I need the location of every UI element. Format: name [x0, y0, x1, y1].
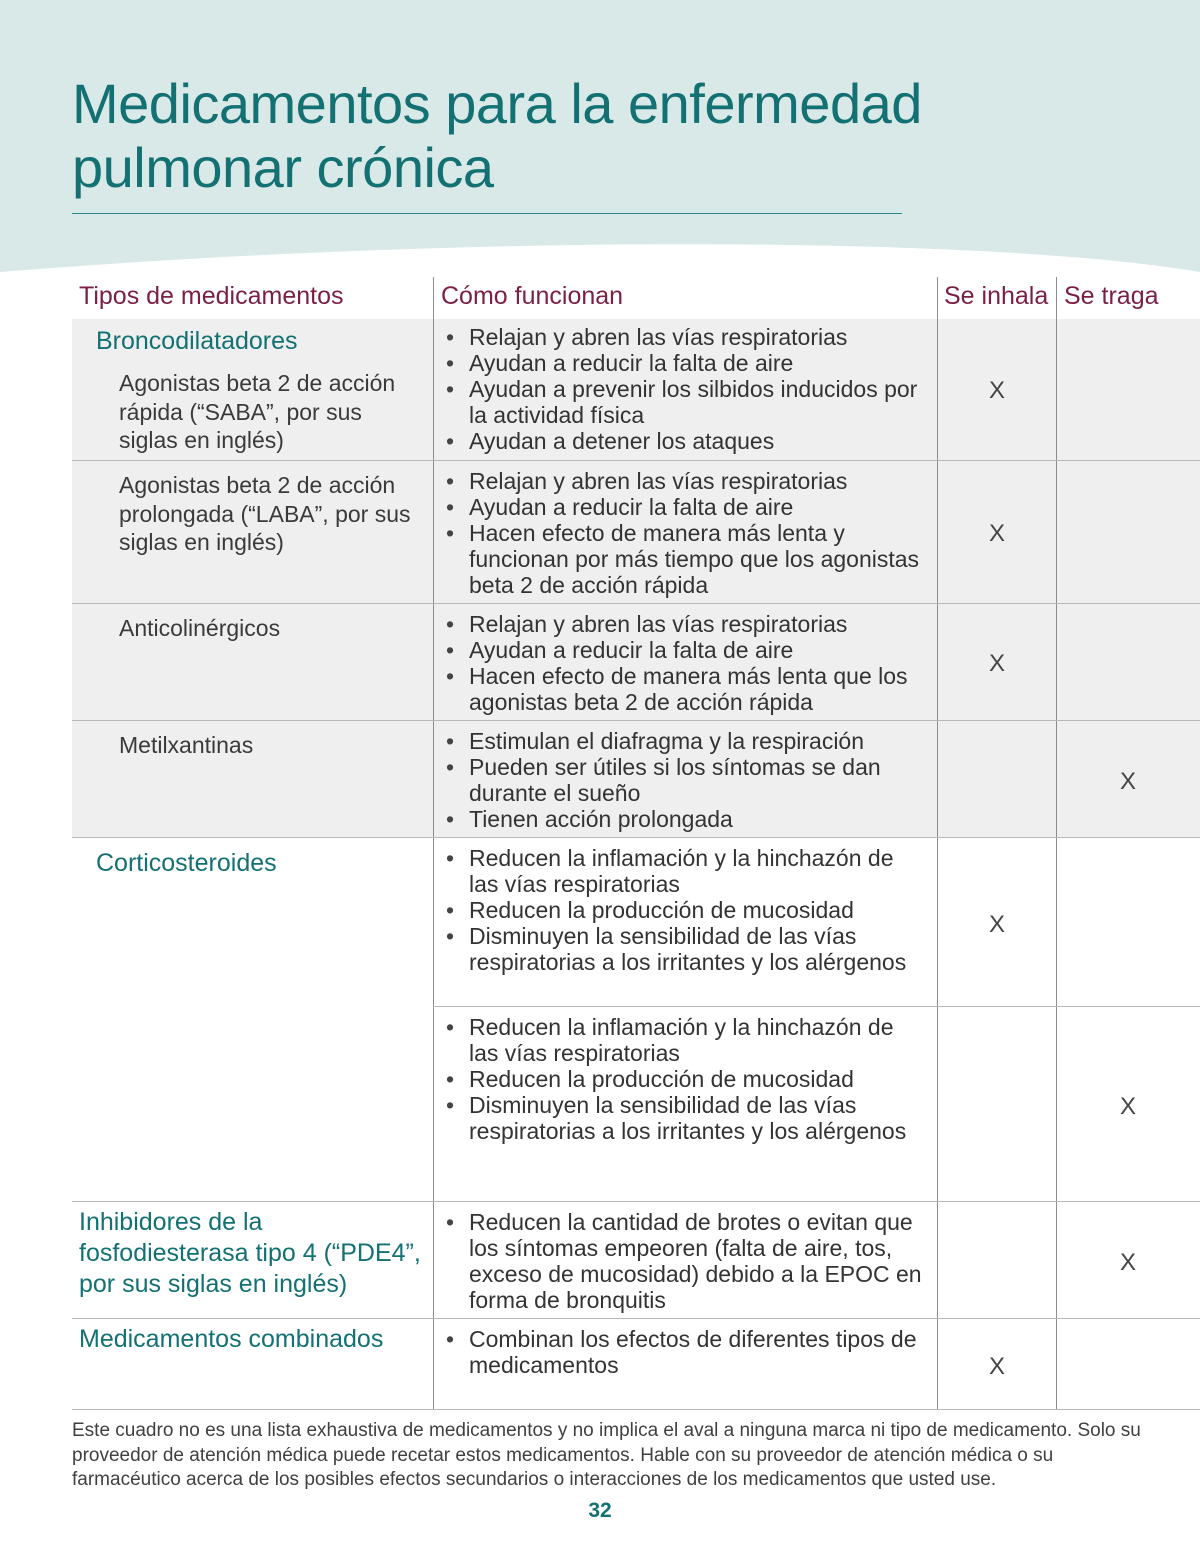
how-item: • Disminuyen la sensibilidad de las vías respiratorias a los irritantes y los alérgenos [444, 923, 924, 975]
how-item: • Relajan y abren las vías respiratorias [444, 468, 924, 494]
column-divider-1 [433, 277, 434, 1410]
inhaled-mark: X [988, 650, 1005, 677]
category-corticosteroids: Corticosteroides [96, 849, 277, 877]
swallowed-mark: X [1119, 768, 1136, 795]
page-title [72, 72, 922, 200]
how-list-combination [444, 1326, 924, 1378]
header-medication-types: Tipos de medicamentos [79, 282, 344, 310]
type-saba: Agonistas beta 2 de acción rápida (“SABA”, por sus siglas en inglés) [119, 370, 396, 453]
how-item: • Disminuyen la sensibilidad de las vías respiratorias a los irritantes y los alérgenos [444, 1092, 924, 1144]
category-bronchodilators: Broncodilatadores [96, 327, 298, 355]
page-title-line-2: pulmonar crónica [72, 136, 494, 199]
column-divider-3 [1056, 277, 1057, 1410]
how-item: • Ayudan a reducir la falta de aire [444, 637, 924, 663]
row-divider [72, 720, 1200, 721]
category-pde4-inhibitors: Inhibidores de la fosfodiesterasa tipo 4 (“PDE4”, por sus siglas en inglés) [79, 1208, 421, 1298]
type-laba: Agonistas beta 2 de acción prolongada (“LABA”, por sus siglas en inglés) [119, 472, 411, 555]
header-how-they-work: Cómo funcionan [441, 282, 624, 310]
page-number: 32 [588, 1499, 612, 1522]
header-inhaled: Se inhala [944, 282, 1049, 310]
swallowed-mark: X [1119, 1249, 1136, 1276]
how-item: • Reducen la inflamación y la hinchazón de las vías respiratorias [444, 1014, 924, 1066]
how-item: • Reducen la producción de mucosidad [444, 1066, 924, 1092]
how-item: • Reducen la cantidad de brotes o evitan que los síntomas empeoren (falta de aire, tos, exceso de mucosidad) debido a la EPOC en forma de bronquitis [444, 1209, 924, 1313]
how-item: • Ayudan a detener los ataques [444, 428, 924, 454]
how-list-anticholinergics [444, 611, 924, 715]
how-item: • Relajan y abren las vías respiratorias [444, 611, 924, 637]
inhaled-mark: X [988, 911, 1005, 938]
how-item: • Relajan y abren las vías respiratorias [444, 324, 924, 350]
column-divider-2 [937, 277, 938, 1410]
inhaled-mark: X [988, 377, 1005, 404]
title-underline [72, 213, 902, 214]
type-methylxanthines: Metilxantinas [119, 732, 254, 758]
how-item: • Pueden ser útiles si los síntomas se dan durante el sueño [444, 754, 924, 806]
how-list-pde4 [444, 1209, 924, 1313]
table-bottom-border [72, 1409, 1200, 1410]
how-list-laba [444, 468, 924, 598]
how-item: • Ayudan a prevenir los silbidos inducidos por la actividad física [444, 376, 924, 428]
header-swallowed: Se traga [1064, 282, 1159, 310]
how-list-corticosteroids-inhaled [444, 845, 924, 975]
swallowed-mark: X [1119, 1093, 1136, 1120]
page-title-line-1: Medicamentos para la enfermedad [72, 72, 922, 135]
inhaled-mark: X [988, 520, 1005, 547]
how-item: • Reducen la inflamación y la hinchazón de las vías respiratorias [444, 845, 924, 897]
how-list-methylxanthines [444, 728, 924, 832]
how-item: • Hacen efecto de manera más lenta y funcionan por más tiempo que los agonistas beta 2 de acción rápida [444, 520, 924, 598]
type-anticholinergics: Anticolinérgicos [119, 615, 281, 641]
row-divider [72, 460, 1200, 461]
how-list-saba [444, 324, 924, 454]
row-divider [72, 603, 1200, 604]
how-item: • Ayudan a reducir la falta de aire [444, 494, 924, 520]
how-item: • Reducen la producción de mucosidad [444, 897, 924, 923]
row-divider [72, 1318, 1200, 1319]
how-item: • Estimulan el diafragma y la respiración [444, 728, 924, 754]
how-item: • Tienen acción prolongada [444, 806, 924, 832]
category-combination-medications: Medicamentos combinados [79, 1325, 384, 1353]
row-divider [72, 1201, 1200, 1202]
how-item: • Ayudan a reducir la falta de aire [444, 350, 924, 376]
how-item: • Combinan los efectos de diferentes tipos de medicamentos [444, 1326, 924, 1378]
inhaled-mark: X [988, 1353, 1005, 1380]
how-item: • Hacen efecto de manera más lenta que los agonistas beta 2 de acción rápida [444, 663, 924, 715]
how-list-corticosteroids-oral [444, 1014, 924, 1144]
row-divider [72, 837, 1200, 838]
row-divider [433, 1006, 1200, 1007]
footnote: Este cuadro no es una lista exhaustiva de medicamentos y no implica el aval a ninguna marca ni tipo de medicamento. Solo su proveedor de atención médica puede recetar estos medicamentos. Hable con su proveedor de atención médica o su farmacéutico acerca de los posibles efectos secundarios o interacciones de los medicamentos que usted use. [72, 1420, 1141, 1490]
